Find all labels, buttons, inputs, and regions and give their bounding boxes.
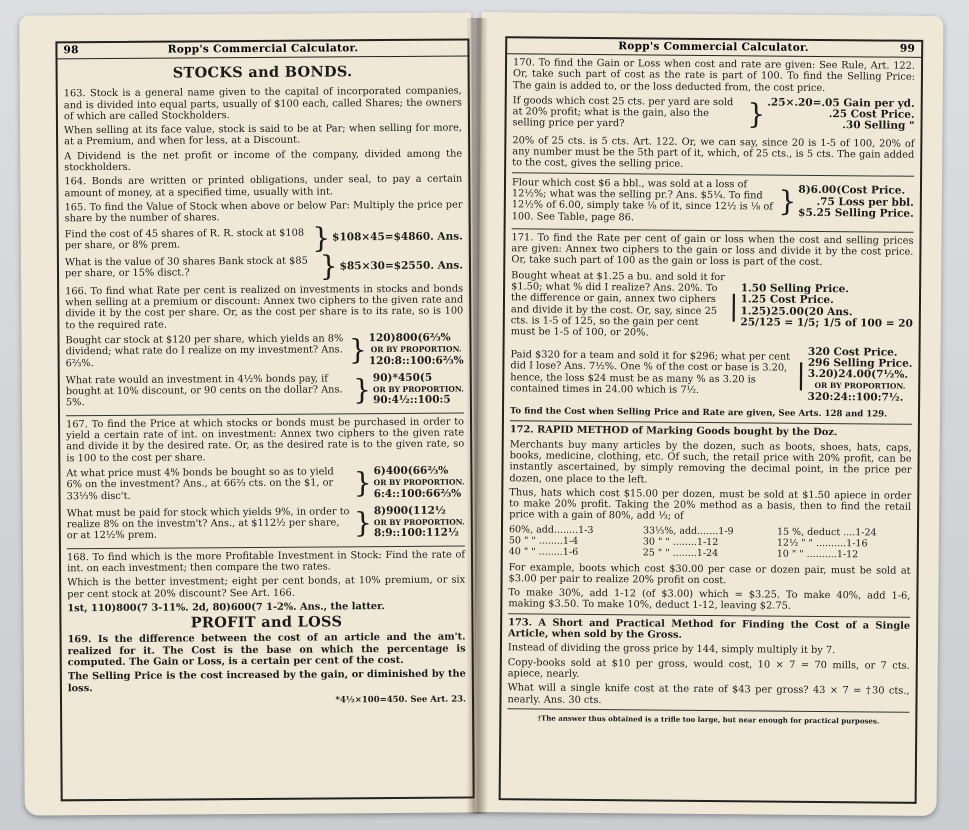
example-question: What must be paid for stock which yields 9%, in order to realize 8% on the investm't? Ans., at $112½ per share, or at 12½% prem. xyxy=(66,506,350,542)
example-question: Bought wheat at $1.25 a bu. and sold it for $1.50; what % did I realize? Ans. 20%. To the difference or gain, annex two ciphers and divide it by the cost. Or, say, since 25 cts. is 1-5 of 125, so the gain per cent must be 1-5 of 100, or 20%. xyxy=(510,270,725,339)
divider xyxy=(512,172,914,177)
example-answer xyxy=(767,97,915,132)
paragraph-168b: Which is the better investment; eight per cent bonds, at 10% premium, or six per cent stock at 20% discount? See Art. 166. xyxy=(67,574,466,600)
paragraph-165: 165. To find the Value of Stock when above or below Par: Multiply the price per share by the number of shares. xyxy=(64,199,463,225)
answer-note: OR BY PROPORTION. xyxy=(373,477,465,488)
section-title-profit-loss: PROFIT and LOSS xyxy=(190,613,343,632)
brace-glyph: } xyxy=(319,249,338,283)
example-question: What is the value of 30 shares Bank stock at $85 per share, or 15% disct.? xyxy=(64,255,308,280)
answer-line: .30 Selling " xyxy=(842,119,915,133)
example-question: Paid $320 for a team and sold it for $296; what per cent did I lose? Ans. 7½%. One % of the cost or base is 3.20, hence, the loss $24 must be as many % as 3.20 is contained times in 24.00 which is 7½. xyxy=(510,349,791,396)
footnote: †The answer thus obtained is a trifle too large, but near enough for practical purposes. xyxy=(537,713,880,726)
answer-line: 120:8::100:6⅔% xyxy=(368,354,464,367)
paragraph-173c: Copy-books sold at $10 per gross, would cost, 10 × 7 = 70 mills, or 7 cts. apiece, nearly. xyxy=(507,656,910,680)
book-gutter xyxy=(466,18,488,814)
answer-line: 6:4::100:66⅔% xyxy=(373,487,462,500)
paragraph-172c: Thus, hats which cost $15.00 per dozen, must be sold at $1.50 apiece in order to make 20% profit. Taking the 20% method as a basis, then to find the retail price with a gain of 80%, add ⅓; of xyxy=(509,487,912,523)
example-1 xyxy=(64,221,463,255)
brace-glyph: } xyxy=(778,184,797,219)
answer-line: 1.25)25.00(20 Ans. xyxy=(740,304,853,318)
answer-line: 6)400(66⅔% xyxy=(373,464,449,478)
table-cell: 30 " " ........1-12 xyxy=(642,536,719,549)
answer-line: 120)800(6⅔% xyxy=(368,331,451,345)
left-page-content xyxy=(58,56,473,708)
divider xyxy=(66,412,464,416)
right-page xyxy=(475,12,944,816)
table-cell: 40 " " ........1-6 xyxy=(508,546,579,559)
example-5 xyxy=(66,465,464,502)
example-question: Flour which cost $6 a bbl., was sold at a loss of 12½%; what was the selling pr.? Ans. $5¼. To find 12½% of 6.00, simply take ⅛ of it, since 12½ is ⅛ of 100. See Table, page 86. xyxy=(511,176,773,223)
example-answer xyxy=(740,283,913,330)
example-question: What rate would an investment in 4½% bonds pay, if bought at 10% discount, or 90 cents on the dollar? Ans. 5%. xyxy=(65,373,343,409)
brace-glyph: | xyxy=(728,288,739,322)
answer-line: 25/125 = 1/5; 1/5 of 100 = 20 xyxy=(740,316,913,330)
running-title: Ropp's Commercial Calculator. xyxy=(618,40,809,54)
paragraph-171b: To find the Cost when Selling Price and Rate are given, See Arts. 128 and 129. xyxy=(509,406,888,420)
answer-line: 1.25 Cost Price. xyxy=(740,293,834,307)
example-6 xyxy=(67,505,465,542)
paragraph-164: 164. Bonds are written or printed obligations, under seal, to pay a certain amount of money, at a specified time, usually with int. xyxy=(64,173,463,199)
example-answer xyxy=(373,372,464,407)
paragraph-173b: Instead of dividing the gross price by 144, simply multiply it by 7. xyxy=(507,642,836,657)
example-answer xyxy=(808,346,913,403)
answer-line: 320 Cost Price. xyxy=(807,345,898,359)
answer-line: 8)6.00(Cost Price. xyxy=(798,184,906,198)
example-answer xyxy=(798,185,914,220)
example-3 xyxy=(65,332,463,369)
paragraph-168c: 1st, 110)800(7 3-11%. 2d, 80)600(7 1-2%. Ans., the latter. xyxy=(67,600,385,615)
example-question: At what price must 4% bonds be bought so as to yield 6% on the investment? Ans., at 66⅔ cts. on the $1, or 33⅓% disc't. xyxy=(66,466,334,502)
brace-glyph: } xyxy=(312,221,331,255)
table-cell: 50 " " ........1-4 xyxy=(508,535,579,547)
example-question: If goods which cost 25 cts. per yard are sold at 20% profit; what is the gain, also the selling price per yard? xyxy=(512,95,734,130)
answer-line: 3.20)24.00(7½%. xyxy=(807,367,909,381)
answer-line: 296 Selling Price. xyxy=(807,356,913,370)
answer-note: OR BY PROPORTION. xyxy=(372,384,464,395)
left-page xyxy=(19,12,477,815)
answer-line: .25 Cost Price. xyxy=(828,108,915,121)
page-number: 98 xyxy=(63,44,79,57)
paragraph-170b: 20% of 25 cts. is 5 cts. Art. 122. Or, we can say, since 20 is 1-5 of 100, 20% of any number must be the 5th part of it, which, of 25 cts., is 5 cts. The gain added to the cost, gives the selling price. xyxy=(512,135,915,171)
table-cell: 12½ " " ..........1-16 xyxy=(776,537,868,550)
example-1 xyxy=(512,95,914,132)
paragraph-172: 172. RAPID METHOD of Marking Goods bought by the Doz. xyxy=(509,424,838,439)
brace-glyph: } xyxy=(353,505,373,539)
answer-line: 8)900(112½ xyxy=(373,504,446,517)
answer-line: 320:24::100:7½. xyxy=(807,390,904,404)
example-2 xyxy=(512,177,914,226)
brace-glyph: | xyxy=(796,357,806,391)
section-title: STOCKS and BONDS. xyxy=(172,63,353,82)
paragraph-163b: When selling at its face value, stock is said to be at Par; when selling for more, at a Premium, and when for less, at a Discount. xyxy=(63,122,463,148)
paragraph-170: 170. To find the Gain or Loss when cost and rate are given: See Rule, Art. 122. Or, take such part of cost as the rate is part of 100. To find the Selling Price: The gain is added to, or the loss deducted from, the cost price. xyxy=(512,57,916,94)
table-cell: 33⅓%, add.......1-9 xyxy=(642,525,734,537)
example-question: Bought car stock at $120 per share, which yields an 8% dividend; what rate do I realize on my investment? Ans. 6⅔%. xyxy=(65,333,344,369)
answer-line: .25×.20=.05 Gain per yd. xyxy=(767,96,915,110)
paragraph-168: 168. To find which is the more Profitable Investment in Stock: Find the rate of int. on each investment; then compare the two rates. xyxy=(66,549,466,575)
table-cell: 15 %, deduct ....1-24 xyxy=(776,526,877,539)
table-cell: 25 " " ........1-24 xyxy=(642,547,719,560)
example-answer: $108×45=$4860. Ans. xyxy=(332,230,463,244)
paragraph-167: 167. To find the Price at which stocks or bonds must be purchased in order to yield a certain rate of int. on investment: Annex two ciphers to the given rate and divide it by the desired rate. Or, as the desired rate is to the given rate, so is 100 to the cost per share. xyxy=(66,416,465,464)
example-answer xyxy=(374,465,465,500)
example-4 xyxy=(66,372,464,409)
paragraph-173: 173. A Short and Practical Method for Finding the Cost of a Single Article, when sold by the Gross. xyxy=(508,617,911,641)
answer-note: OR BY PROPORTION. xyxy=(373,517,465,528)
footnote: *4½×100=450. See Art. 23. xyxy=(335,694,467,706)
table-cell: 60%, add........1-3 xyxy=(508,523,594,536)
answer-line: .75 Loss per bbl. xyxy=(816,195,914,209)
right-page-frame xyxy=(499,36,924,804)
paragraph-163: 163. Stock is a general name given to the capital of incorporated companies, and is divided into equal parts, usually of $100 each, called Shares; the owners of which are called Stockholders. xyxy=(63,85,462,123)
answer-note: OR BY PROPORTION. xyxy=(370,344,462,355)
divider xyxy=(67,545,465,549)
paragraph-172d: For example, boots which cost $30.00 per case or dozen pair, must be sold at $3.00 per pair to realize 20% profit on cost. xyxy=(508,561,911,587)
page-number: 99 xyxy=(899,42,916,55)
example-answer: $85×30=$2550. Ans. xyxy=(339,259,464,273)
answer-note: OR BY PROPORTION. xyxy=(814,381,906,392)
answer-line: 1.50 Selling Price. xyxy=(740,282,850,296)
example-question: Find the cost of 45 shares of R. R. stock at $108 per share, or 8% prem. xyxy=(64,227,305,252)
right-page-content xyxy=(501,54,921,727)
paragraph-169b: The Selling Price is the cost increased by the gain, or diminished by the loss. xyxy=(67,668,466,694)
brace-glyph: } xyxy=(353,372,372,407)
left-page-frame xyxy=(55,38,474,801)
paragraph-163c: A Dividend is the net profit or income of the company, divided among the stockholders. xyxy=(64,148,463,174)
example-3 xyxy=(511,270,914,341)
table-cell: 10 " " ..........1-12 xyxy=(776,548,859,561)
example-answer xyxy=(369,332,464,367)
paragraph-171: 171. To find the Rate per cent of gain or loss when the cost and selling prices are given: Annex two ciphers to the gain or loss and divide it by the cost price. Or, take such part of 100 as the gain or loss is part of the cost. xyxy=(511,232,914,269)
paragraph-172b: Merchants buy many articles by the dozen, such as boots, shoes, hats, caps, books, medicine, clothing, etc. Of such, the retail price with 20% profit, can be instantly ascertained, by simply removing the decimal point, in the price per dozen, one place to the left. xyxy=(509,438,912,485)
paragraph-172e: To make 30%, add 1-12 (of $3.00) which = $3.25. To make 40%, add 1-6, making $3.50. To make 10%, deduct 1-12, leaving $2.75. xyxy=(508,587,911,613)
example-answer xyxy=(374,505,465,540)
paragraph-166: 166. To find what Rate per cent is realized on investments in stocks and bonds when selling at a premium or discount: Annex two ciphers to the given rate and divide it by the cost per share. Or, as the cost per share is to its rate, so is 100 to the required rate. xyxy=(65,283,464,331)
paragraph-173d: What will a single knife cost at the rate of $43 per gross? 43 × 7 = †30 cts., nearly. Ans. 30 cts. xyxy=(507,682,910,706)
markup-table xyxy=(509,524,911,561)
example-2 xyxy=(64,249,464,283)
brace-glyph: } xyxy=(353,465,372,500)
answer-line: $5.25 Selling Price. xyxy=(798,206,914,220)
paragraph-169: 169. Is the difference between the cost of an article and the am't. realized for it. The Cost is the base on which the percentage is computed. The Gain or Loss, is a certain per cent of the cost. xyxy=(67,631,466,669)
answer-line: 90)*450(5 xyxy=(372,371,433,384)
running-title: Ropp's Commercial Calculator. xyxy=(167,42,359,56)
answer-line: 90:4½::100:5 xyxy=(373,394,451,407)
answer-line: 8:9::100:112½ xyxy=(373,526,459,540)
example-4 xyxy=(510,344,912,404)
brace-glyph: } xyxy=(747,97,766,131)
brace-glyph: } xyxy=(348,333,367,367)
